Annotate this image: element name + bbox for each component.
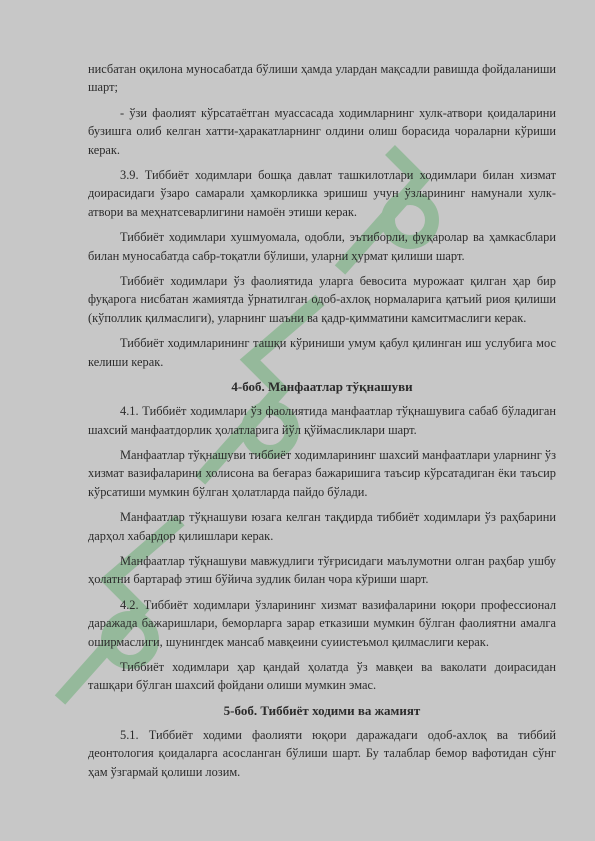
paragraph: 5.1. Тиббиёт ходими фаолияти юқори даражадаги одоб-ахлоқ ва тиббий деонтология қоидаларга асосланган бўлиши шарт. Бу талаблар бемор вафотидан сўнг ҳам ўзгармай қолиши лозим. xyxy=(88,727,556,779)
paragraph: Манфаатлар тўқнашуви мавжудлиги тўғрисидаги маълумотни олган раҳбар ушбу ҳолатни бартараф этиш бўйича зудлик билан чора кўриши шарт. xyxy=(88,553,556,587)
paragraph: Манфаатлар тўқнашуви тиббиёт ходимларининг шахсий манфаатлари уларнинг ўз хизмат вазифаларини холисона ва беғараз бажаришига таъсир кўрсатадиган ёки таъсир кўрсатиши мумкин бўлган ҳолатларда пайдо бўлади. xyxy=(88,447,556,499)
paragraph: - ўзи фаолият кўрсатаётган муассасада ходимларнинг хулк-атвори қоидаларини бузишга олиб келган хатти-ҳаракатларнинг олдини олиш борасида чораларни кўриши керак. xyxy=(88,105,556,157)
paragraph: Манфаатлар тўқнашуви юзага келган тақдирда тиббиёт ходимлари ўз раҳбарини дарҳол хабардор қилишлари керак. xyxy=(88,510,556,543)
paragraph: 3.9. Тиббиёт ходимлари бошқа давлат ташкилотлари ходимлари билан хизмат доирасидаги ўзаро самарали ҳамкорликка эришиш учун ўзларининг намунали хулк-атвори ва меҳнатсеварлигини намоён этиши керак. xyxy=(88,168,556,219)
paragraph: 4.1. Тиббиёт ходимлари ўз фаолиятида манфаатлар тўқнашувига сабаб бўладиган шахсий манфаатдорлик ҳолатларига йўл қўймасликлари шарт. xyxy=(88,404,556,437)
paragraph: 4.2. Тиббиёт ходимлари ўзларининг хизмат вазифаларини юқори профессионал даражада бажаришлари, беморларга зарар етказиши мумкин бўлган фаолиятни амалга оширмаслиги, шунингдек мансаб мавқеини суиистеъмол қилмаслиги керак. xyxy=(88,597,556,649)
chapter-heading: 5-боб. Тиббиёт ходими ва жамият xyxy=(223,702,421,718)
chapter-heading: 4-боб. Манфаатлар тўқнашуви xyxy=(231,379,413,395)
document-body xyxy=(88,60,556,788)
paragraph: Тиббиёт ходимларининг ташқи кўриниши умум қабул қилинган иш услубига мос келиши керак. xyxy=(88,336,556,369)
paragraph: Тиббиёт ходимлари ҳар қандай ҳолатда ўз мавқеи ва ваколати доирасидан ташқари бўлган шахсий фойдани олиши мумкин эмас. xyxy=(88,659,556,693)
paragraph: Тиббиёт ходимлари ўз фаолиятида уларга бевосита мурожаат қилган ҳар бир фуқарога нисбатан жамиятда ўрнатилган одоб-ахлоқ нормаларига қатъий риоя қилиши (кўполлик қилмаслиги), уларнинг шаъни ва қадр-қимматини камситмаслиги керак. xyxy=(88,274,556,325)
paragraph: нисбатан оқилона муносабатда бўлиши ҳамда улардан мақсадли равишда фойдаланиши шарт; xyxy=(88,62,556,95)
paragraph: Тиббиёт ходимлари хушмуомала, одобли, эътиборли, фуқаролар ва ҳамкасблари билан муносабатда сабр-тоқатли бўлиши, уларни ҳурмат қилиши шарт. xyxy=(88,230,556,263)
